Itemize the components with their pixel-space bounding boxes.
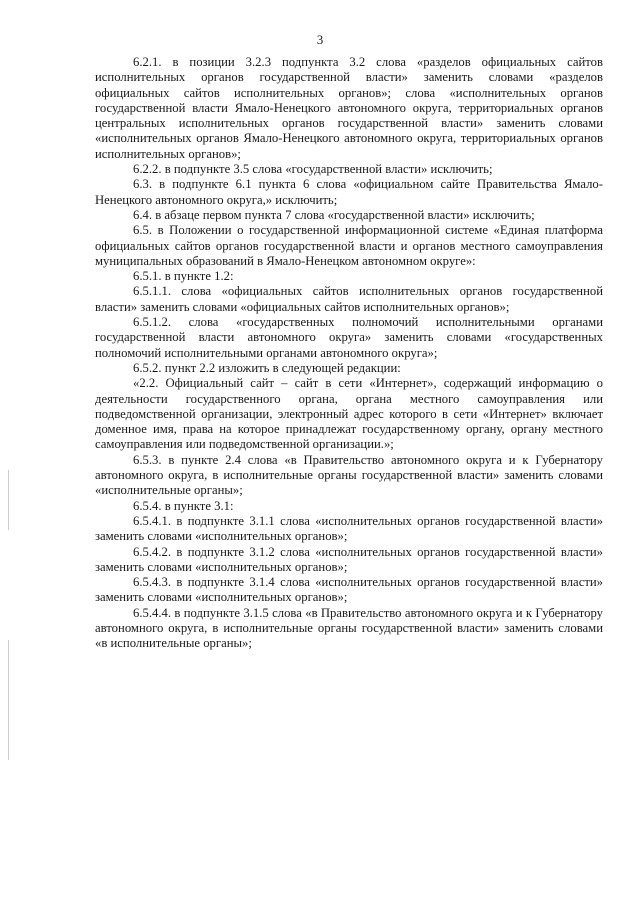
page-number: 3 [316,32,324,47]
paragraph-6-3: 6.3. в подпункте 6.1 пункта 6 слова «официальном сайте Правительства Ямало-Ненецкого автономного округа,» исключить; [95,177,603,207]
paragraph-6-5-4-4: 6.5.4.4. в подпункте 3.1.5 слова «в Правительство автономного округа и к Губернатору автономного округа, в исполнительные органы государственной власти» заменить словами «в исполнительные органы»; [95,605,603,651]
scan-edge-mark [8,470,9,530]
paragraph-6-5-1: 6.5.1. в пункте 1.2: [133,269,234,284]
paragraph-6-4: 6.4. в абзаце первом пункта 7 слова «государственной власти» исключить; [133,207,535,222]
paragraph-6-5-3: 6.5.3. в пункте 2.4 слова «в Правительство автономного округа и к Губернатору автономного округа, в исполнительные органы государственной власти» заменить словами «исполнительные органы»; [95,452,603,498]
paragraph-quote-2-2: «2.2. Официальный сайт – сайт в сети «Интернет», содержащий информацию о деятельности государственного органа, органа местного самоуправления или подведомственной организации, электронный адрес которого в сети «Интернет» включает доменное имя, права на которое принадлежат государственному органу, органу местного самоуправления или подведомственной организации.»; [95,376,603,452]
paragraph-6-5-4-3: 6.5.4.3. в подпункте 3.1.4 слова «исполнительных органов государственной власти» заменить словами «исполнительных органов»; [95,575,603,605]
paragraph-6-2-1: 6.2.1. в позиции 3.2.3 подпункта 3.2 слова «разделов официальных сайтов исполнительных органов государственной власти» заменить словами «разделов официальных сайтов исполнительных органов»; слова «исполнительных органов государственной власти Ямало-Ненецкого автономного округа, территориальных органов центральных исполнительных органов государственной власти» заменить словами «исполнительных органов Ямало-Ненецкого автономного округа, территориальных органов исполнительных органов»; [95,55,603,161]
paragraph-6-5-4-1: 6.5.4.1. в подпункте 3.1.1 слова «исполнительных органов государственной власти» заменить словами «исполнительных органов»; [95,513,603,544]
paragraph-6-5-1-2: 6.5.1.2. слова «государственных полномочий исполнительными органами государственной власти автономного округа» заменить словами «государственных полномочий исполнительными органами автономного округа»; [95,315,603,360]
paragraph-6-5-4: 6.5.4. в пункте 3.1: [133,498,234,513]
scan-edge-mark [8,640,9,760]
paragraph-6-2-2: 6.2.2. в подпункте 3.5 слова «государственной власти» исключить; [133,162,493,177]
paragraph-6-5-2: 6.5.2. пункт 2.2 изложить в следующей редакции: [133,360,401,375]
paragraph-6-5-4-2: 6.5.4.2. в подпункте 3.1.2 слова «исполнительных органов государственной власти» заменить словами «исполнительных органов»; [95,544,603,574]
document-body [95,55,603,652]
paragraph-6-5-1-1: 6.5.1.1. слова «официальных сайтов исполнительных органов государственной власти» заменить словами «официальных сайтов исполнительных органов»; [95,284,603,314]
paragraph-6-5: 6.5. в Положении о государственной информационной системе «Единая платформа официальных сайтов органов государственной власти и органов местного самоуправления муниципальных образований в Ямало-Ненецком автономном округе»: [95,223,603,268]
